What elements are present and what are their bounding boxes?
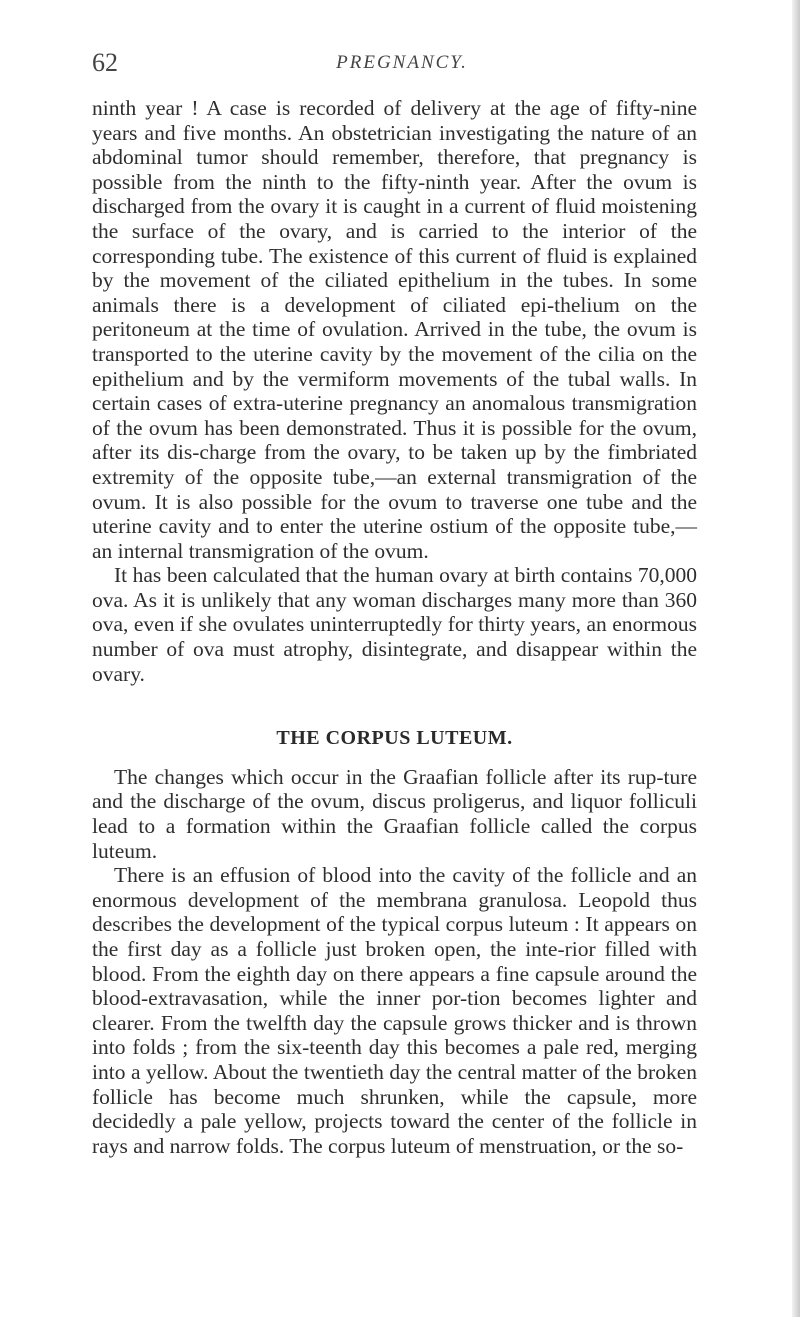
section-heading: THE CORPUS LUTEUM. <box>276 727 513 750</box>
running-title: PREGNANCY. <box>336 52 468 73</box>
paragraph-ovum-transport: ninth year ! A case is recorded of delivery at the age of fifty-nine years and five months. An obstetrician investigating the nature of an abdominal tumor should remember, therefore, that pregnancy is possible from the ninth to the fifty-ninth year. After the ovum is discharged from the ovary it is caught in a current of fluid moistening the surface of the ovary, and is carried to the interior of the corresponding tube. The existence of this current of fluid is explained by the movement of the ciliated epithelium in the tubes. In some animals there is a development of ciliated epi-thelium on the peritoneum at the time of ovulation. Arrived in the tube, the ovum is transported to the uterine cavity by the movement of the cilia on the epithelium and by the vermiform movements of the tubal walls. In certain cases of extra-uterine pregnancy an anomalous transmigration of the ovum has been demonstrated. Thus it is possible for the ovum, after its dis-charge from the ovary, to be taken up by the fimbriated extremity of the opposite tube,—an external transmigration of the ovum. It is also possible for the ovum to traverse one tube and the uterine cavity and to enter the uterine ostium of the opposite tube,—an internal transmigration of the ovum. <box>92 96 697 563</box>
page-number: 62 <box>92 48 118 77</box>
page-body <box>92 96 697 1158</box>
page-edge-shadow <box>792 0 800 1317</box>
paragraph-corpus-luteum-development: There is an effusion of blood into the cavity of the follicle and an enormous development of the membrana granulosa. Leopold thus describes the development of the typical corpus luteum : It appears on the first day as a follicle just broken open, the inte-rior filled with blood. From the eighth day on there appears a fine capsule around the blood-extravasation, while the inner por-tion becomes lighter and clearer. From the twelfth day the capsule grows thicker and is thrown into folds ; from the six-teenth day this becomes a pale red, merging into a yellow. About the twentieth day the central matter of the broken follicle has become much shrunken, while the capsule, more decidedly a pale yellow, projects toward the center of the follicle in rays and narrow folds. The corpus luteum of menstruation, or the so- <box>92 863 697 1158</box>
paragraph-corpus-luteum-formation: The changes which occur in the Graafian follicle after its rup-ture and the discharge of the ovum, discus proligerus, and liquor folliculi lead to a formation within the Graafian follicle called the corpus luteum. <box>92 764 697 863</box>
page-header <box>92 48 712 78</box>
paragraph-ova-count: It has been calculated that the human ovary at birth contains 70,000 ova. As it is unlikely that any woman discharges many more than 360 ova, even if she ovulates uninterruptedly for thirty years, an enormous number of ova must atrophy, disintegrate, and disappear within the ovary. <box>92 563 697 686</box>
